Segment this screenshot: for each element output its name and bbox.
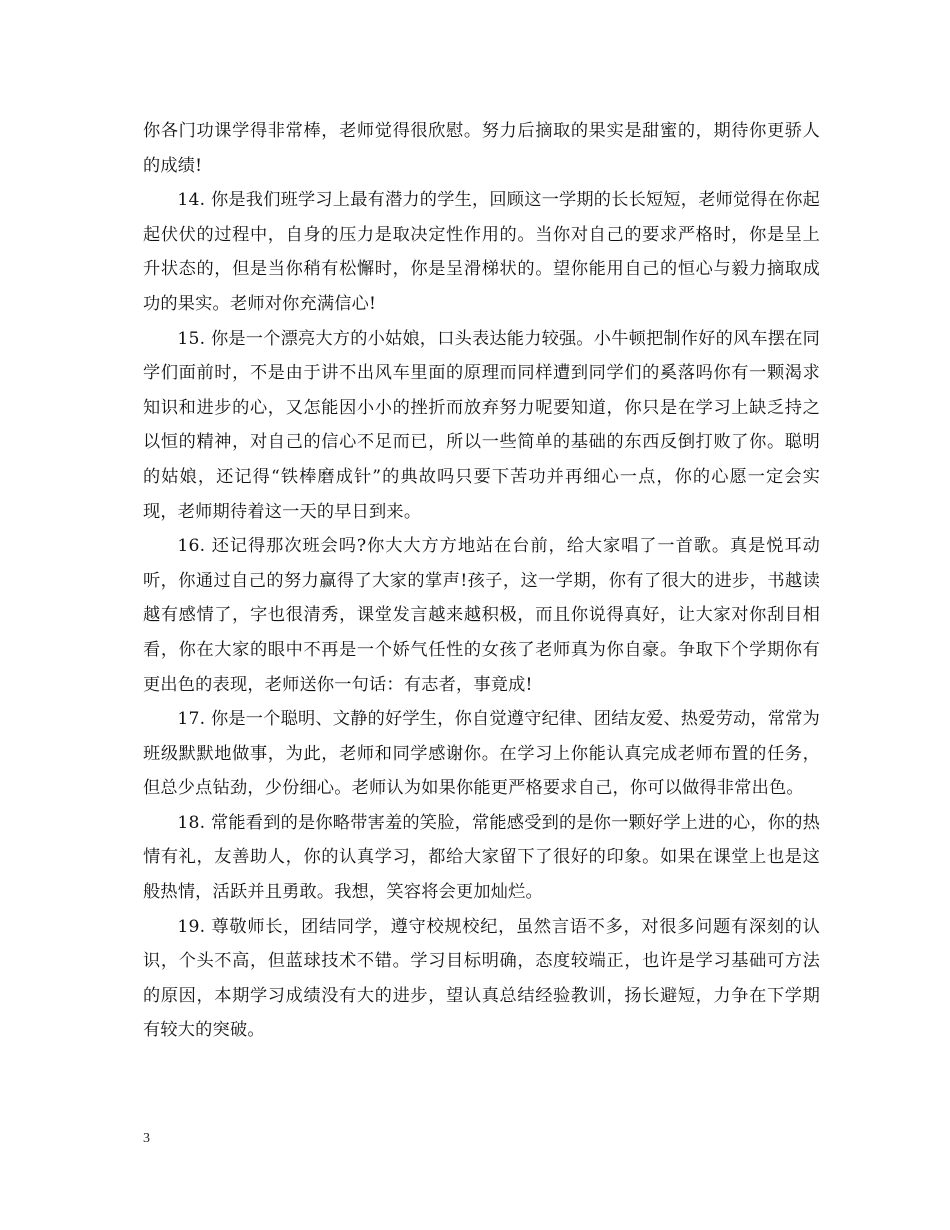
paragraph-comment-17: 17. 你是一个聪明、文静的好学生，你自觉遵守纪律、团结友爱、热爱劳动，常常为班级默默地做事，为此，老师和同学感谢你。在学习上你能认真完成老师布置的任务，但总少点钻劲，少份细心。老师认为如果你能更严格要求自己，你可以做得非常出色。 (143, 709, 820, 799)
paragraph-comment-16: 16. 还记得那次班会吗?你大大方方地站在台前，给大家唱了一首歌。真是悦耳动听，你通过自己的努力赢得了大家的掌声!孩子，这一学期，你有了很大的进步，书越读越有感情了，字也很清秀，课堂发言越来越积极，而且你说得真好，让大家对你刮目相看，你在大家的眼中不再是一个娇气任性的女孩了老师真为你自豪。争取下个学期你有更出色的表现，老师送你一句话：有志者，事竟成! (143, 536, 820, 695)
document-body (143, 114, 820, 1048)
paragraph-comment-14: 14. 你是我们班学习上最有潜力的学生，回顾这一学期的长长短短，老师觉得在你起起伏伏的过程中，自身的压力是取决定性作用的。当你对自己的要求严格时，你是呈上升状态的，但是当你稍有松懈时，你是呈滑梯状的。望你能用自己的恒心与毅力摘取成功的果实。老师对你充满信心! (143, 190, 820, 314)
paragraph-continuation: 你各门功课学得非常棒，老师觉得很欣慰。努力后摘取的果实是甜蜜的，期待你更骄人的成绩! (143, 121, 820, 176)
paragraph-comment-19: 19. 尊敬师长，团结同学，遵守校规校纪，虽然言语不多，对很多问题有深刻的认识，个头不高，但蓝球技术不错。学习目标明确，态度较端正，也许是学习基础可方法的原因，本期学习成绩没有大的进步，望认真总结经验教训，扬长避短，力争在下学期有较大的突破。 (143, 916, 820, 1041)
page-number: 3 (143, 1131, 150, 1146)
paragraph-comment-18: 18. 常能看到的是你略带害羞的笑脸，常能感受到的是你一颗好学上进的心，你的热情有礼，友善助人，你的认真学习，都给大家留下了很好的印象。如果在课堂上也是这般热情，活跃并且勇敢。我想，笑容将会更加灿烂。 (143, 812, 820, 903)
paragraph-comment-15: 15. 你是一个漂亮大方的小姑娘，口头表达能力较强。小牛顿把制作好的风车摆在同学们面前时，不是由于讲不出风车里面的原理而同样遭到同学们的奚落吗你有一颗渴求知识和进步的心，又怎能因小小的挫折而放弃努力呢要知道，你只是在学习上缺乏持之以恒的精神，对自己的信心不足而已，所以一些简单的基础的东西反倒打败了你。聪明的姑娘，还记得“铁棒磨成针”的典故吗只要下苦功并再细心一点，你的心愿一定会实现，老师期待着这一天的早日到来。 (143, 328, 820, 522)
